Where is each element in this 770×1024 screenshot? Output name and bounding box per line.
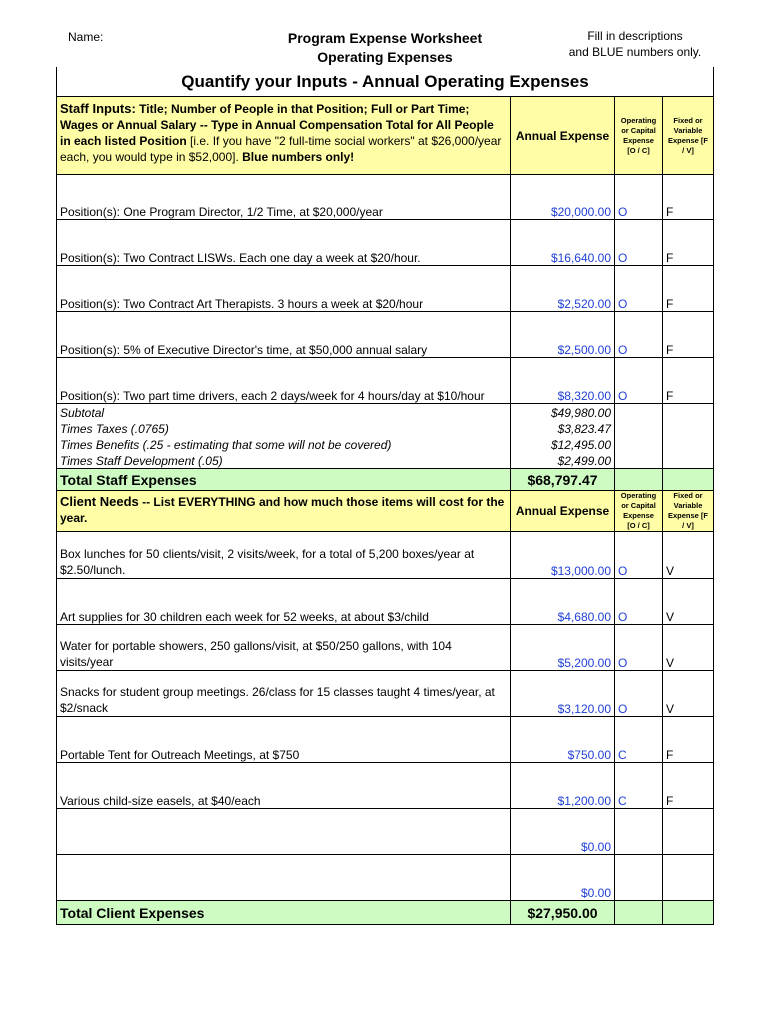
staff-col-operating-capital: Operating or Capital Expense [O / C] <box>615 97 663 175</box>
title-line-2: Operating Expenses <box>317 49 453 65</box>
client-row-fv[interactable]: V <box>663 532 714 579</box>
client-row <box>57 717 714 763</box>
client-row-fv[interactable]: F <box>663 717 714 763</box>
client-needs-header <box>57 491 511 532</box>
client-row-oc[interactable]: C <box>615 717 663 763</box>
subtotal-amount: $3,823.47 <box>511 420 615 436</box>
total-client-row <box>57 901 714 925</box>
client-row-description[interactable]: Snacks for student group meetings. 26/class for 15 classes taught 4 times/year, at $2/snack <box>57 671 511 717</box>
subtotal-row <box>57 436 714 452</box>
subtotal-amount: $12,495.00 <box>511 436 615 452</box>
subtotal-blank-oc <box>615 452 663 469</box>
subtotal-amount: $2,499.00 <box>511 452 615 469</box>
section-banner: Quantify your Inputs - Annual Operating Expenses <box>56 67 714 97</box>
staff-inputs-instructions: Title; Number of People in that Position; Full or Part Time; Wages or Annual Salary -- Type in Annual Compensation Total for All People in each listed Position <box>60 102 494 148</box>
staff-row-description[interactable]: Position(s): 5% of Executive Director's time, at $50,000 annual salary <box>57 312 511 358</box>
client-row <box>57 625 714 671</box>
client-row-fv[interactable]: V <box>663 671 714 717</box>
staff-row-description[interactable]: Position(s): Two Contract LISWs. Each one day a week at $20/hour. <box>57 220 511 266</box>
title-line-1: Program Expense Worksheet <box>287 30 483 46</box>
client-row-oc[interactable] <box>615 809 663 855</box>
staff-inputs-lead: Staff Inputs: <box>60 101 136 116</box>
client-row-amount[interactable]: $4,680.00 <box>511 579 615 625</box>
staff-inputs-blue-note: Blue numbers only! <box>242 150 355 164</box>
instruction-note <box>545 28 725 60</box>
subtotal-row <box>57 420 714 436</box>
staff-row <box>57 220 714 266</box>
staff-row-fv[interactable]: F <box>663 312 714 358</box>
total-staff-blank-oc <box>615 469 663 491</box>
staff-row-fv[interactable]: F <box>663 358 714 404</box>
client-col-annual-expense: Annual Expense <box>511 491 615 532</box>
client-row-oc[interactable]: O <box>615 579 663 625</box>
client-row-amount[interactable]: $750.00 <box>511 717 615 763</box>
subtotal-blank-fv <box>663 452 714 469</box>
client-header-row <box>57 491 714 532</box>
staff-row-fv[interactable]: F <box>663 175 714 220</box>
total-staff-row <box>57 469 714 491</box>
staff-row-oc[interactable]: O <box>615 312 663 358</box>
staff-row-description[interactable]: Position(s): One Program Director, 1/2 Time, at $20,000/year <box>57 175 511 220</box>
subtotal-label: Times Taxes (.0765) <box>57 420 511 436</box>
client-row-description[interactable] <box>57 809 511 855</box>
subtotal-blank-oc <box>615 436 663 452</box>
staff-row-oc[interactable]: O <box>615 358 663 404</box>
client-row-description[interactable] <box>57 855 511 901</box>
staff-col-annual-expense: Annual Expense <box>511 97 615 175</box>
client-row <box>57 855 714 901</box>
subtotal-blank-fv <box>663 404 714 421</box>
subtotal-label: Times Staff Development (.05) <box>57 452 511 469</box>
staff-row-amount[interactable]: $16,640.00 <box>511 220 615 266</box>
staff-row-amount[interactable]: $20,000.00 <box>511 175 615 220</box>
client-col-operating-capital: Operating or Capital Expense [O / C] <box>615 491 663 532</box>
note-line-1: Fill in descriptions <box>587 29 683 43</box>
client-row-amount[interactable]: $3,120.00 <box>511 671 615 717</box>
client-needs-lead: Client Needs <box>60 494 139 509</box>
client-row-amount[interactable]: $0.00 <box>511 809 615 855</box>
staff-row-amount[interactable]: $8,320.00 <box>511 358 615 404</box>
subtotal-row <box>57 452 714 469</box>
total-client-blank-fv <box>663 901 714 925</box>
subtotal-amount: $49,980.00 <box>511 404 615 421</box>
staff-col-fixed-variable: Fixed or Variable Expense [F / V] <box>663 97 714 175</box>
subtotal-label: Subtotal <box>57 404 511 421</box>
total-client-amount: $27,950.00 <box>511 901 615 925</box>
staff-row-description[interactable]: Position(s): Two part time drivers, each 2 days/week for 4 hours/day at $10/hour <box>57 358 511 404</box>
staff-row-oc[interactable]: O <box>615 220 663 266</box>
staff-row <box>57 266 714 312</box>
client-row-description[interactable]: Box lunches for 50 clients/visit, 2 visits/week, for a total of 5,200 boxes/year at $2.50/lunch. <box>57 532 511 579</box>
client-row <box>57 671 714 717</box>
subtotal-blank-fv <box>663 436 714 452</box>
client-col-fixed-variable: Fixed or Variable Expense [F / V] <box>663 491 714 532</box>
client-row <box>57 763 714 809</box>
subtotal-row <box>57 404 714 421</box>
client-row <box>57 809 714 855</box>
client-row-amount[interactable]: $13,000.00 <box>511 532 615 579</box>
subtotal-blank-oc <box>615 420 663 436</box>
staff-inputs-header <box>57 97 511 175</box>
subtotal-blank-oc <box>615 404 663 421</box>
total-client-blank-oc <box>615 901 663 925</box>
staff-row-amount[interactable]: $2,500.00 <box>511 312 615 358</box>
client-row-fv[interactable]: F <box>663 763 714 809</box>
staff-row <box>57 358 714 404</box>
client-row <box>57 532 714 579</box>
client-needs-instructions: -- List EVERYTHING and how much those items will cost for the year. <box>60 495 505 525</box>
client-row-description[interactable]: Various child-size easels, at $40/each <box>57 763 511 809</box>
client-row-oc[interactable]: O <box>615 625 663 671</box>
client-row-description[interactable]: Water for portable showers, 250 gallons/visit, at $50/250 gallons, with 104 visits/year <box>57 625 511 671</box>
total-staff-label: Total Staff Expenses <box>57 469 511 491</box>
staff-row <box>57 312 714 358</box>
staff-row-oc[interactable]: O <box>615 266 663 312</box>
client-row-oc[interactable]: O <box>615 532 663 579</box>
client-row-oc[interactable] <box>615 855 663 901</box>
total-client-label: Total Client Expenses <box>57 901 511 925</box>
staff-row-oc[interactable]: O <box>615 175 663 220</box>
client-row-fv[interactable]: V <box>663 625 714 671</box>
staff-row-fv[interactable]: F <box>663 220 714 266</box>
client-row-amount[interactable]: $5,200.00 <box>511 625 615 671</box>
client-row-fv[interactable]: V <box>663 579 714 625</box>
client-row-amount[interactable]: $0.00 <box>511 855 615 901</box>
client-row-oc[interactable]: C <box>615 763 663 809</box>
expense-table <box>56 96 714 925</box>
client-row-oc[interactable]: O <box>615 671 663 717</box>
subtotal-blank-fv <box>663 420 714 436</box>
total-staff-blank-fv <box>663 469 714 491</box>
worksheet-title <box>230 29 540 67</box>
note-line-2: and BLUE numbers only. <box>568 45 702 59</box>
staff-row <box>57 175 714 220</box>
subtotal-label: Times Benefits (.25 - estimating that some will not be covered) <box>57 436 511 452</box>
client-row-fv[interactable] <box>663 809 714 855</box>
staff-row-amount[interactable]: $2,520.00 <box>511 266 615 312</box>
client-row-description[interactable]: Art supplies for 30 children each week for 52 weeks, at about $3/child <box>57 579 511 625</box>
client-row-amount[interactable]: $1,200.00 <box>511 763 615 809</box>
client-row-description[interactable]: Portable Tent for Outreach Meetings, at $750 <box>57 717 511 763</box>
staff-row-fv[interactable]: F <box>663 266 714 312</box>
total-staff-amount: $68,797.47 <box>511 469 615 491</box>
staff-row-description[interactable]: Position(s): Two Contract Art Therapists. 3 hours a week at $20/hour <box>57 266 511 312</box>
client-row-fv[interactable] <box>663 855 714 901</box>
name-label: Name: <box>68 30 104 44</box>
client-row <box>57 579 714 625</box>
staff-inputs-example: [i.e. If you have "2 full-time social workers" at $26,000/year each, you would type in $52,000]. <box>60 134 502 164</box>
staff-header-row <box>57 97 714 175</box>
